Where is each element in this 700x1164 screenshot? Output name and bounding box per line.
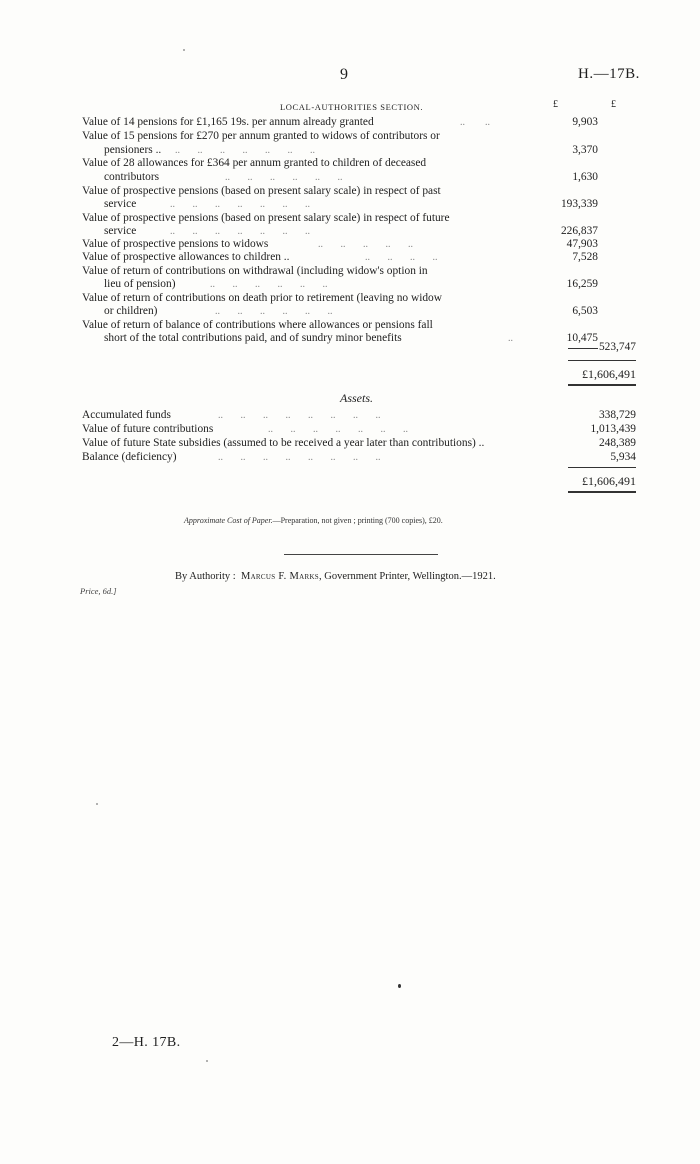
liabilities-grand-total: £1,606,491 [582,367,636,381]
document-reference: H.—17B. [578,66,640,82]
liability-label-continued: contributors [104,171,160,183]
liability-row-continued: contributors .. .. .. .. .. .. 1,630 [104,171,598,183]
liability-row [0,319,700,332]
asset-label: Balance (deficiency) [82,451,177,463]
printer-name: Marcus F. Marks [240,571,319,582]
asset-value: 5,934 [610,451,636,463]
liability-label-continued: short of the total contributions paid, and of sundry minor benefits [104,332,402,344]
liability-value: 6,503 [572,305,598,317]
asset-row: Balance (deficiency) .. .. .. .. .. .. .. .. 5,934 [82,451,636,463]
liability-label: Value of prospective pensions (based on present salary scale) in respect of past [82,185,441,197]
paper-speck [183,49,185,51]
liability-label: Value of return of contributions on withdrawal (including widow's option in [82,265,428,277]
liability-value: 226,837 [560,225,598,237]
subtotal-rule [568,348,598,349]
asset-row: Value of future contributions .. .. .. .. .. .. .. 1,013,439 [82,423,636,435]
paper-speck [398,984,401,988]
liability-label: Value of prospective allowances to children .. [82,251,290,263]
liability-row [0,292,700,305]
liability-label: Value of return of contributions on death prior to retirement (leaving no widow [82,292,442,304]
currency-header-col2: £ [611,99,616,110]
cost-label: Approximate Cost of Paper. [184,516,273,525]
authority-suffix: , Government Printer, Wellington.—1921. [319,571,496,582]
liability-row [0,130,700,143]
liability-value: 16,259 [566,278,598,290]
total-rule-double [568,384,636,386]
liability-value: 1,630 [572,171,598,183]
liability-value: 47,903 [566,238,598,250]
liability-row-continued: service .. .. .. .. .. .. .. 226,837 [104,225,598,237]
authority-prefix: By Authority : [175,571,236,582]
cost-text: —Preparation, not given ; printing (700 copies), £20. [272,516,443,525]
liability-row-continued: lieu of pension) .. .. .. .. .. .. 16,259 [104,278,598,290]
asset-value: 338,729 [598,409,636,421]
liability-label: Value of 28 allowances for £364 per annum granted to children of deceased [82,157,427,169]
asset-row [0,437,700,450]
liability-row-continued: service .. .. .. .. .. .. .. 193,339 [104,198,598,210]
liability-row [0,185,700,198]
asset-label: Value of future State subsidies (assumed to be received a year later than contributions) .. [82,437,485,449]
paper-speck [206,1060,208,1062]
liability-value: 3,370 [572,144,598,156]
asset-value: 248,389 [598,437,636,449]
liability-label-continued: or children) [104,305,158,317]
liability-label: Value of 15 pensions for £270 per annum granted to widows of contributors or [82,130,440,142]
liability-value: 193,339 [560,198,598,210]
liability-row: Value of prospective allowances to children .. .. .. .. .. 7,528 [82,251,598,263]
liability-label: Value of prospective pensions (based on present salary scale) in respect of future [82,212,450,224]
liability-row-continued: or children) .. .. .. .. .. .. 6,503 [104,305,598,317]
assets-grand-total: £1,606,491 [582,474,636,488]
paper-speck [96,803,98,805]
asset-label: Value of future contributions [82,423,214,435]
liability-label-continued: pensioners .. [104,144,162,156]
liability-row: Value of 14 pensions for £1,165 19s. per annum already granted .. .. 9,903 [82,116,598,128]
liability-value: 9,903 [572,116,598,128]
liability-row [0,212,700,225]
colophon-divider [284,554,438,555]
authority-line [175,571,496,582]
liability-row: Value of prospective pensions to widows .. .. .. .. .. 47,903 [82,238,598,250]
liability-label: Value of return of balance of contributions where allowances or pensions fall [82,319,433,331]
price-note: Price, 6d.] [80,586,117,596]
liability-label: Value of prospective pensions to widows [82,238,269,250]
asset-label: Accumulated funds [82,409,171,421]
liability-value: 7,528 [572,251,598,263]
total-rule-top [568,360,636,361]
liability-row [0,265,700,278]
liability-label-continued: lieu of pension) [104,278,176,290]
liability-value: 10,475 [566,332,598,344]
currency-header-col1: £ [553,99,558,110]
assets-title: Assets. [340,391,373,405]
asset-value: 1,013,439 [590,423,636,435]
page-number: 9 [340,66,348,83]
printer-signature: 2—H. 17B. [112,1035,181,1050]
section-title: LOCAL-AUTHORITIES SECTION. [280,102,424,112]
liability-label-continued: service [104,225,137,237]
liability-label-continued: service [104,198,137,210]
assets-total-rule-double [568,491,636,493]
assets-total-rule-top [568,467,636,468]
cost-note [184,516,443,525]
liabilities-section-total: 523,747 [598,341,636,353]
liability-row-continued: pensioners .. .. .. .. .. .. .. .. 3,370 [104,144,598,156]
liability-label: Value of 14 pensions for £1,165 19s. per annum already granted [82,116,374,128]
liability-row-continued: short of the total contributions paid, and of sundry minor benefits .. 10,475 [104,332,598,344]
asset-row: Accumulated funds .. .. .. .. .. .. .. .. 338,729 [82,409,636,421]
liability-row [0,157,700,170]
